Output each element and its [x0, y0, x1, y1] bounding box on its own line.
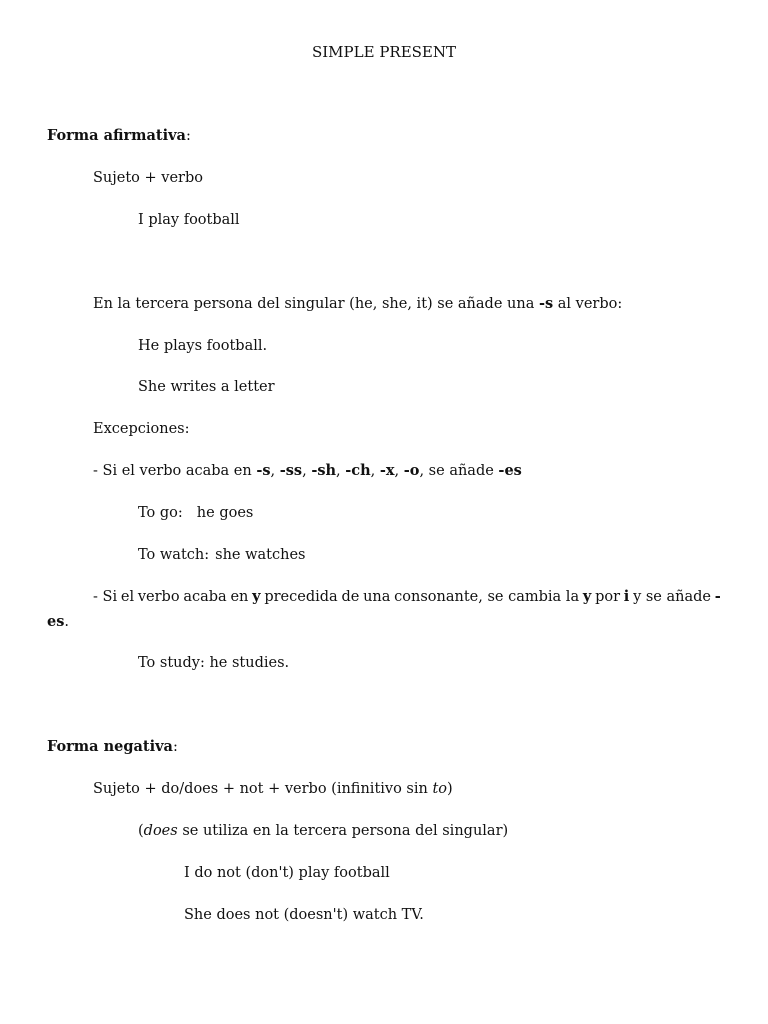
- exception-2-continuation: [47, 613, 69, 631]
- word: y se añade: [633, 589, 711, 605]
- word: acaba: [183, 589, 227, 605]
- word: una: [363, 589, 391, 605]
- heading-colon: :: [172, 739, 178, 755]
- exception-2-example: To study: he studies.: [138, 655, 290, 671]
- negative-structure: [93, 780, 453, 798]
- note-rest: se utiliza en la tercera persona del singular): [177, 823, 509, 839]
- structure-italic: to: [432, 781, 448, 797]
- negative-example: I do not (don't) play football: [184, 865, 390, 881]
- ending: -ch: [345, 462, 371, 479]
- exception-1-suffix: -es: [498, 462, 522, 479]
- rule-text-b: al verbo:: [553, 296, 623, 312]
- exception-1-prefix: - Si el verbo acaba en: [93, 463, 257, 479]
- negative-heading: [47, 738, 178, 756]
- rule-text-a: En la tercera persona del singular (he, she, it) se añade una: [93, 296, 539, 312]
- exception-1: - Si el verbo acaba en -s, -ss, -sh, -ch, -x, -o, se añade -es: [93, 462, 522, 479]
- ending: -s: [256, 462, 271, 479]
- structure-text-b: ): [447, 781, 453, 797]
- affirmative-heading: [47, 127, 191, 145]
- word-bold: i: [623, 588, 630, 605]
- exception-1-example: [138, 546, 305, 564]
- exceptions-label: Excepciones:: [93, 421, 190, 437]
- word: por: [595, 589, 621, 605]
- negative-note: [138, 822, 508, 840]
- word: precedida: [264, 589, 338, 605]
- exception-2: [93, 588, 721, 606]
- affirmative-heading-text: Forma afirmativa: [47, 127, 186, 144]
- rule-suffix: -s: [538, 295, 554, 312]
- word: en: [230, 589, 249, 605]
- example-result: he goes: [196, 505, 254, 521]
- ending: -ss: [279, 462, 303, 479]
- example-result: she watches: [215, 547, 306, 563]
- ending: -x: [379, 462, 395, 479]
- structure-text-a: Sujeto + do/does + not + verbo (infinitivo sin: [93, 781, 433, 797]
- continuation-end: .: [64, 614, 69, 630]
- word: el: [120, 589, 135, 605]
- negative-example: She does not (doesn't) watch TV.: [184, 907, 424, 923]
- ending: -sh: [311, 462, 337, 479]
- word: de: [341, 589, 360, 605]
- ending: -o: [403, 462, 420, 479]
- word-bold: y: [252, 588, 261, 605]
- continuation-bold: es: [47, 613, 65, 630]
- affirmative-example: I play football: [138, 212, 240, 228]
- page-title: SIMPLE PRESENT: [311, 43, 457, 61]
- note-italic: does: [143, 823, 178, 839]
- word: consonante, se cambia la: [394, 589, 580, 605]
- example-verb: To watch:: [138, 547, 210, 563]
- word-bold: y: [582, 588, 592, 605]
- example-verb: To go:: [138, 505, 183, 521]
- note-open: (: [138, 823, 144, 839]
- word: - Si: [93, 589, 118, 605]
- exception-1-example: [138, 504, 253, 522]
- third-person-example: She writes a letter: [138, 379, 275, 395]
- heading-colon: :: [185, 128, 191, 144]
- third-person-rule: [93, 295, 622, 313]
- word-bold: -: [714, 588, 721, 605]
- negative-heading-text: Forma negativa: [47, 738, 173, 755]
- word: verbo: [137, 589, 180, 605]
- third-person-example: He plays football.: [138, 338, 268, 354]
- affirmative-structure: Sujeto + verbo: [93, 170, 203, 186]
- exception-1-middle: , se añade: [419, 463, 499, 479]
